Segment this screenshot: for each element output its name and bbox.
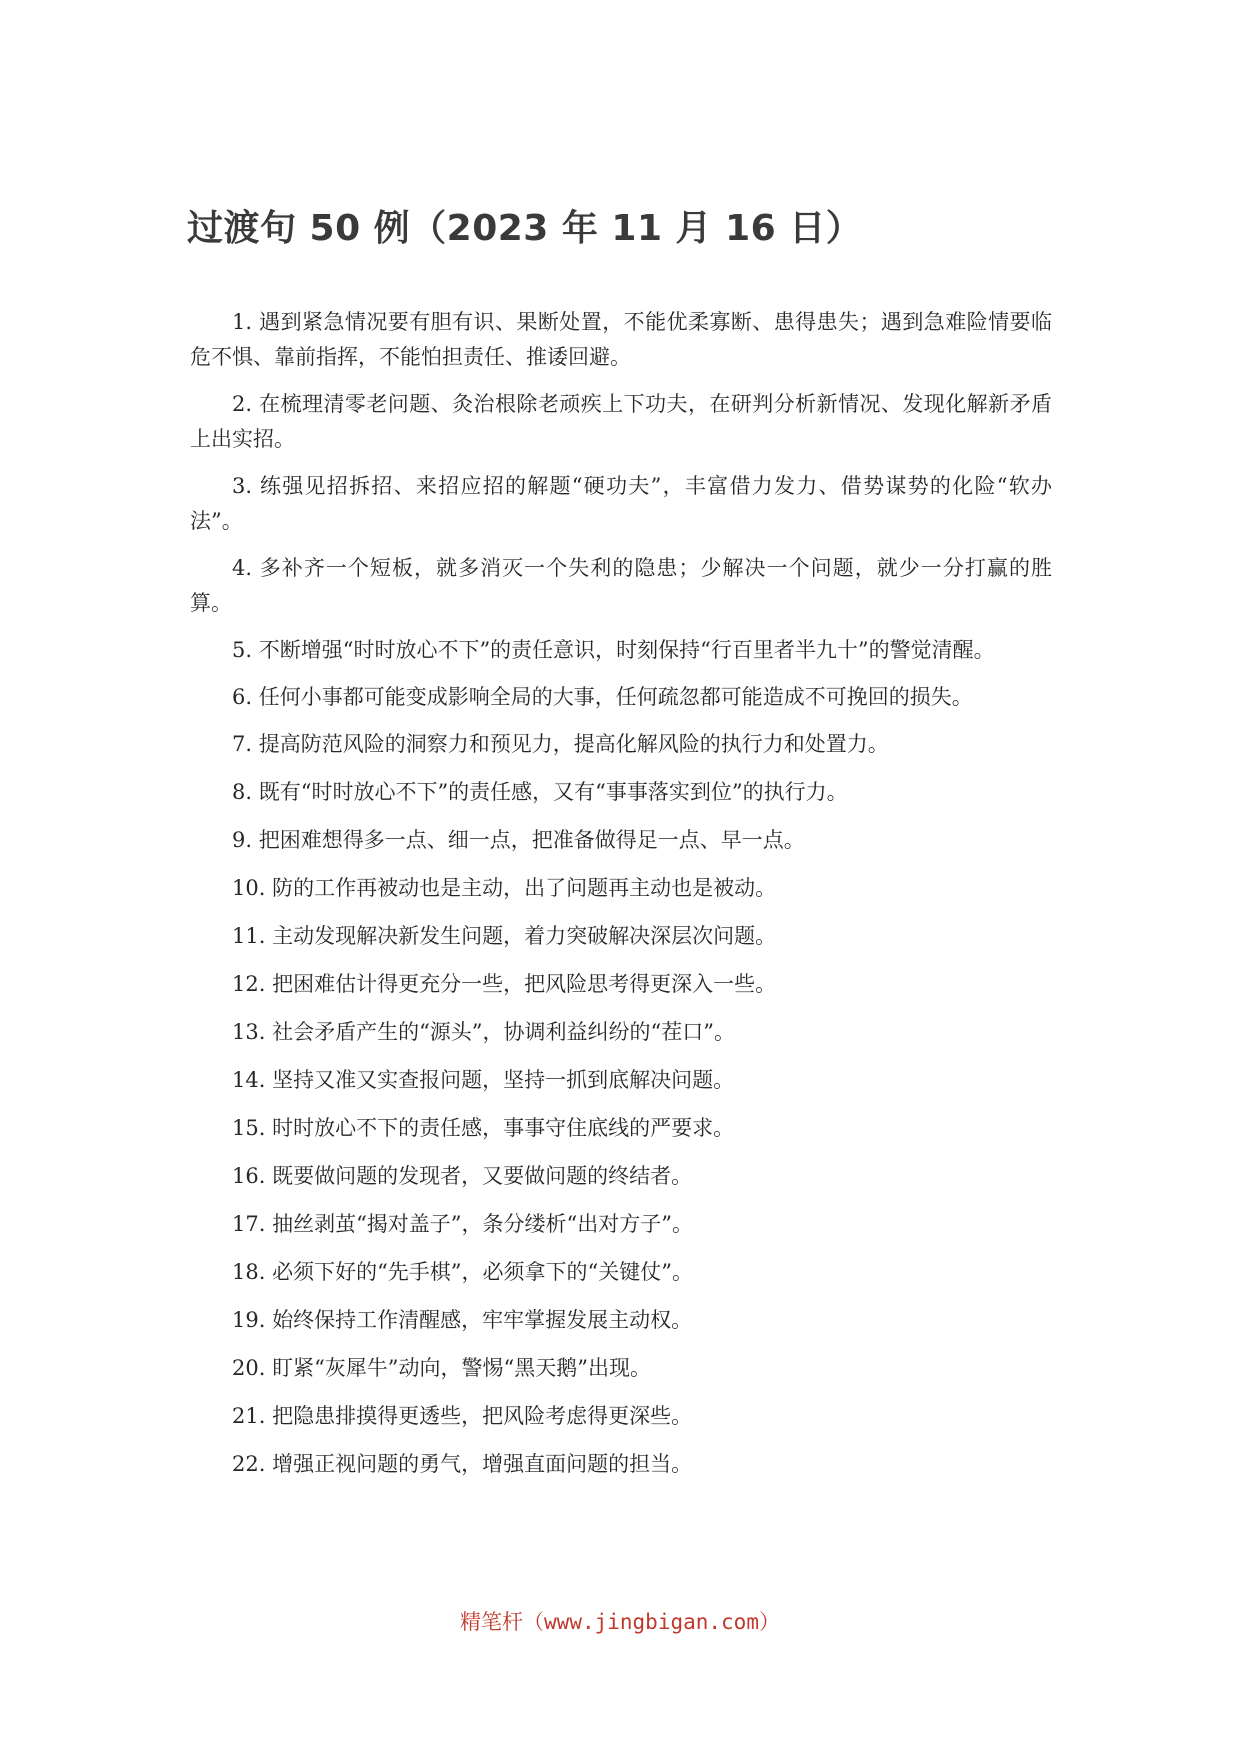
list-item: 9. 把困难想得多一点、细一点，把准备做得足一点、早一点。 (232, 828, 805, 852)
list-item: 4. 多补齐一个短板，就多消灭一个失利的隐患；少解决一个问题，就少一分打赢的胜算。 (190, 556, 1052, 615)
list-item: 11. 主动发现解决新发生问题，着力突破解决深层次问题。 (232, 924, 777, 948)
list-item: 14. 坚持又准又实查报问题，坚持一抓到底解决问题。 (232, 1068, 735, 1092)
list-item: 1. 遇到紧急情况要有胆有识、果断处置，不能优柔寡断、患得患失；遇到急难险情要临危不惧、靠前指挥，不能怕担责任、推诿回避。 (190, 310, 1052, 369)
list-item: 3. 练强见招拆招、来招应招的解题“硬功夫”，丰富借力发力、借势谋势的化险“软办法”。 (190, 474, 1052, 533)
list-item: 10. 防的工作再被动也是主动，出了问题再主动也是被动。 (232, 876, 777, 900)
list-item: 2. 在梳理清零老问题、灸治根除老顽疾上下功夫，在研判分析新情况、发现化解新矛盾上出实招。 (190, 392, 1052, 451)
list-item: 6. 任何小事都可能变成影响全局的大事，任何疏忽都可能造成不可挽回的损失。 (232, 685, 973, 709)
list-item: 15. 时时放心不下的责任感，事事守住底线的严要求。 (232, 1116, 735, 1140)
document-body (190, 305, 1052, 1495)
document-title: 过渡句 50 例（2023 年 11 月 16 日） (187, 208, 863, 249)
list-item: 7. 提高防范风险的洞察力和预见力，提高化解风险的执行力和处置力。 (232, 732, 889, 756)
list-item: 8. 既有“时时放心不下”的责任感，又有“事事落实到位”的执行力。 (232, 780, 848, 804)
list-item: 16. 既要做问题的发现者，又要做问题的终结者。 (232, 1164, 693, 1188)
list-item: 17. 抽丝剥茧“揭对盖子”，条分缕析“出对方子”。 (232, 1212, 694, 1236)
footer-watermark: 精笔杆（www.jingbigan.com） (460, 1610, 780, 1634)
list-item: 5. 不断增强“时时放心不下”的责任意识，时刻保持“行百里者半九十”的警觉清醒。 (232, 638, 995, 662)
list-item: 13. 社会矛盾产生的“源头”，协调利益纠纷的“茬口”。 (232, 1020, 736, 1044)
list-item: 21. 把隐患排摸得更透些，把风险考虑得更深些。 (232, 1404, 693, 1428)
list-item: 19. 始终保持工作清醒感，牢牢掌握发展主动权。 (232, 1308, 693, 1332)
list-item: 12. 把困难估计得更充分一些，把风险思考得更深入一些。 (232, 972, 777, 996)
list-item: 20. 盯紧“灰犀牛”动向，警惕“黑天鹅”出现。 (232, 1356, 652, 1380)
list-item: 22. 增强正视问题的勇气，增强直面问题的担当。 (232, 1452, 693, 1476)
list-item: 18. 必须下好的“先手棋”，必须拿下的“关键仗”。 (232, 1260, 694, 1284)
